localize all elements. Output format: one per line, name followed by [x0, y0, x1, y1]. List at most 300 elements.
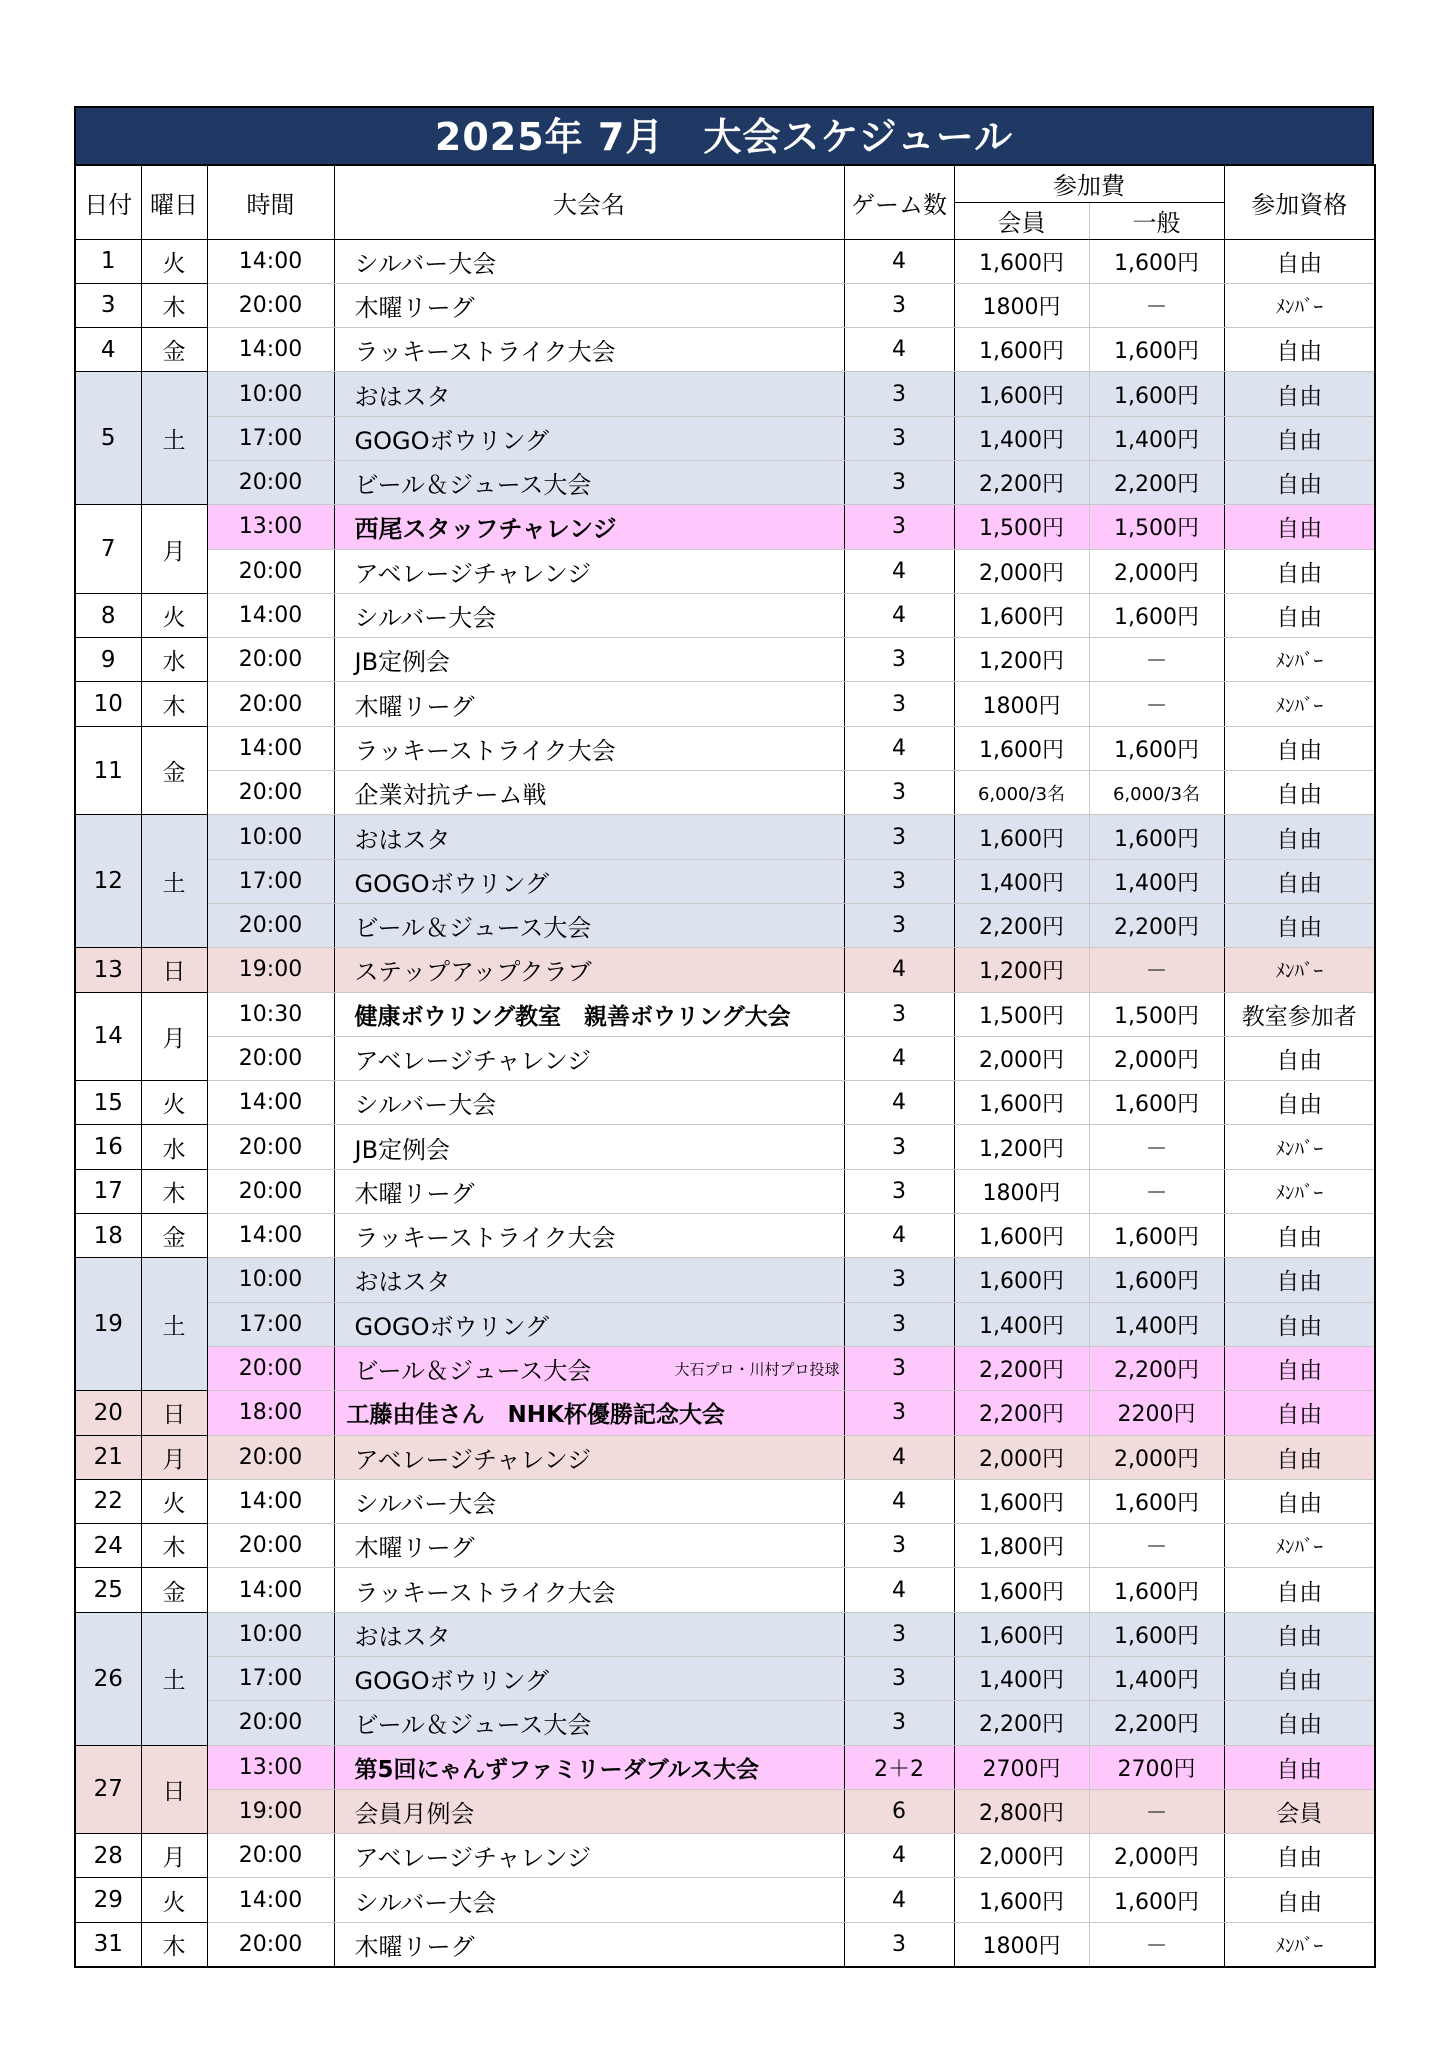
event-name: シルバー大会	[354, 1888, 497, 1917]
event-name: アベレージチャレンジ	[354, 559, 592, 588]
fee-member-cell: 2,200円	[954, 903, 1089, 947]
games-cell: 3	[844, 992, 954, 1036]
event-name-cell	[334, 328, 844, 372]
time-cell: 10:30	[207, 992, 334, 1036]
date-cell: 16	[75, 1125, 141, 1169]
qualification-cell: 会員	[1224, 1789, 1375, 1833]
table-row	[75, 1391, 1375, 1435]
schedule-sheet	[74, 106, 1374, 1968]
fee-general-cell: 2,200円	[1089, 903, 1224, 947]
fee-member-cell: 1,800円	[954, 1524, 1089, 1568]
weekday-cell: 土	[141, 1612, 207, 1745]
event-name-cell	[334, 460, 844, 504]
fee-general-cell: 1,600円	[1089, 1612, 1224, 1656]
table-row	[75, 1612, 1375, 1656]
qualification-cell: 自由	[1224, 1435, 1375, 1479]
event-name: アベレージチャレンジ	[354, 1046, 592, 1075]
fee-member-cell: 2,800円	[954, 1789, 1089, 1833]
weekday-cell: 水	[141, 1125, 207, 1169]
weekday-cell: 土	[141, 1258, 207, 1391]
event-name: GOGOボウリング	[354, 1312, 549, 1341]
fee-member-cell: 1800円	[954, 1922, 1089, 1966]
event-name: 企業対抗チーム戦	[354, 781, 547, 810]
fee-member-cell: 1800円	[954, 1169, 1089, 1213]
fee-general-cell: 2700円	[1089, 1745, 1224, 1789]
weekday-cell: 金	[141, 726, 207, 815]
qualification-cell: 自由	[1224, 903, 1375, 947]
fee-member-cell: 2,200円	[954, 1701, 1089, 1745]
qualification-cell: 自由	[1224, 1878, 1375, 1922]
weekday-cell: 火	[141, 1878, 207, 1922]
fee-general-cell: －	[1089, 1789, 1224, 1833]
qualification-cell: 自由	[1224, 1302, 1375, 1346]
table-row	[75, 1081, 1375, 1125]
time-cell: 14:00	[207, 1081, 334, 1125]
time-cell: 14:00	[207, 1214, 334, 1258]
fee-general-cell: 1,600円	[1089, 726, 1224, 770]
games-cell: 4	[844, 1036, 954, 1080]
weekday-cell: 木	[141, 283, 207, 327]
fee-general-cell: 1,600円	[1089, 328, 1224, 372]
event-name: 木曜リーグ	[354, 1932, 475, 1961]
weekday-cell: 月	[141, 505, 207, 594]
table-row	[75, 1435, 1375, 1479]
weekday-cell: 月	[141, 1834, 207, 1878]
time-cell: 20:00	[207, 1169, 334, 1213]
fee-general-cell: 1,400円	[1089, 1657, 1224, 1701]
fee-member-cell: 1,600円	[954, 1258, 1089, 1302]
qualification-cell: ﾒﾝﾊﾞｰ	[1224, 1524, 1375, 1568]
event-name-cell	[334, 859, 844, 903]
event-name-cell	[334, 1701, 844, 1745]
fee-member-cell: 1,600円	[954, 1568, 1089, 1612]
qualification-cell: 自由	[1224, 460, 1375, 504]
table-row	[75, 372, 1375, 416]
table-row	[75, 1745, 1375, 1789]
games-cell: 3	[844, 1701, 954, 1745]
fee-general-cell: －	[1089, 1125, 1224, 1169]
event-name: おはスタ	[354, 382, 451, 411]
event-name-cell	[334, 1081, 844, 1125]
weekday-cell: 火	[141, 1081, 207, 1125]
date-cell: 22	[75, 1479, 141, 1523]
games-cell: 4	[844, 1834, 954, 1878]
qualification-cell: 自由	[1224, 815, 1375, 859]
time-cell: 10:00	[207, 1612, 334, 1656]
event-name-cell	[334, 948, 844, 992]
time-cell: 14:00	[207, 328, 334, 372]
event-name-cell	[334, 1258, 844, 1302]
event-name: ラッキーストライク大会	[354, 338, 616, 367]
qualification-cell: 自由	[1224, 1081, 1375, 1125]
games-cell: 3	[844, 1258, 954, 1302]
schedule-table	[74, 164, 1376, 1968]
event-name-cell	[334, 1834, 844, 1878]
qualification-cell: 自由	[1224, 1036, 1375, 1080]
games-cell: 4	[844, 1479, 954, 1523]
qualification-cell: ﾒﾝﾊﾞｰ	[1224, 283, 1375, 327]
event-name-cell	[334, 1169, 844, 1213]
time-cell: 14:00	[207, 1479, 334, 1523]
date-cell: 3	[75, 283, 141, 327]
date-cell: 31	[75, 1922, 141, 1966]
qualification-cell: 自由	[1224, 1568, 1375, 1612]
fee-member-cell: 1,600円	[954, 328, 1089, 372]
event-name: ラッキーストライク大会	[354, 1578, 616, 1607]
games-cell: 4	[844, 1081, 954, 1125]
weekday-cell: 火	[141, 1479, 207, 1523]
date-cell: 24	[75, 1524, 141, 1568]
schedule-body	[75, 239, 1375, 1967]
fee-general-cell: －	[1089, 1922, 1224, 1966]
header-fee-member: 会員	[954, 202, 1089, 239]
qualification-cell: 自由	[1224, 1612, 1375, 1656]
games-cell: 4	[844, 948, 954, 992]
games-cell: 4	[844, 593, 954, 637]
event-name: 西尾スタッフチャレンジ	[354, 515, 617, 544]
time-cell: 20:00	[207, 638, 334, 682]
event-name: ビール＆ジュース大会	[354, 471, 592, 500]
fee-member-cell: 1,600円	[954, 1081, 1089, 1125]
fee-general-cell: 1,500円	[1089, 992, 1224, 1036]
table-row	[75, 1258, 1375, 1302]
time-cell: 20:00	[207, 1922, 334, 1966]
event-name: おはスタ	[354, 1268, 451, 1297]
event-name: 木曜リーグ	[354, 293, 475, 322]
event-name-cell	[334, 638, 844, 682]
event-name: ステップアップクラブ	[354, 958, 592, 987]
date-cell: 5	[75, 372, 141, 505]
games-cell: 3	[844, 1169, 954, 1213]
fee-general-cell: －	[1089, 283, 1224, 327]
time-cell: 17:00	[207, 416, 334, 460]
date-cell: 29	[75, 1878, 141, 1922]
time-cell: 20:00	[207, 1435, 334, 1479]
table-row	[75, 1834, 1375, 1878]
qualification-cell: 自由	[1224, 1657, 1375, 1701]
fee-member-cell: 1,600円	[954, 1878, 1089, 1922]
event-name-cell	[334, 1922, 844, 1966]
games-cell: 3	[844, 1922, 954, 1966]
games-cell: 4	[844, 1878, 954, 1922]
games-cell: 3	[844, 416, 954, 460]
fee-general-cell: 6,000/3名	[1089, 771, 1224, 815]
event-name-cell	[334, 1789, 844, 1833]
games-cell: 3	[844, 638, 954, 682]
time-cell: 20:00	[207, 1125, 334, 1169]
header-fee-general: 一般	[1089, 202, 1224, 239]
table-row	[75, 1214, 1375, 1258]
date-cell: 17	[75, 1169, 141, 1213]
weekday-cell: 木	[141, 1524, 207, 1568]
table-row	[75, 1701, 1375, 1745]
table-row	[75, 638, 1375, 682]
games-cell: 3	[844, 1391, 954, 1435]
weekday-cell: 金	[141, 1568, 207, 1612]
games-cell: 3	[844, 1612, 954, 1656]
fee-general-cell: 1,600円	[1089, 1081, 1224, 1125]
table-row	[75, 1789, 1375, 1833]
fee-general-cell: 2,000円	[1089, 1036, 1224, 1080]
time-cell: 20:00	[207, 1346, 334, 1390]
qualification-cell: 自由	[1224, 505, 1375, 549]
event-name: アベレージチャレンジ	[354, 1844, 592, 1873]
weekday-cell: 日	[141, 948, 207, 992]
event-name: ビール＆ジュース大会	[354, 914, 592, 943]
qualification-cell: ﾒﾝﾊﾞｰ	[1224, 1169, 1375, 1213]
games-cell: 2＋2	[844, 1745, 954, 1789]
fee-member-cell: 1,200円	[954, 1125, 1089, 1169]
games-cell: 3	[844, 903, 954, 947]
table-row	[75, 1302, 1375, 1346]
table-row	[75, 1524, 1375, 1568]
qualification-cell: 自由	[1224, 239, 1375, 283]
time-cell: 20:00	[207, 549, 334, 593]
fee-member-cell: 2,000円	[954, 1834, 1089, 1878]
weekday-cell: 金	[141, 1214, 207, 1258]
table-row	[75, 1657, 1375, 1701]
qualification-cell: 自由	[1224, 771, 1375, 815]
qualification-cell: 自由	[1224, 1745, 1375, 1789]
qualification-cell: ﾒﾝﾊﾞｰ	[1224, 1922, 1375, 1966]
date-cell: 4	[75, 328, 141, 372]
event-name-cell	[334, 682, 844, 726]
event-name-cell	[334, 903, 844, 947]
table-row	[75, 549, 1375, 593]
time-cell: 20:00	[207, 1701, 334, 1745]
time-cell: 19:00	[207, 948, 334, 992]
fee-general-cell: 2,200円	[1089, 1701, 1224, 1745]
games-cell: 3	[844, 460, 954, 504]
table-row	[75, 1346, 1375, 1390]
qualification-cell: 自由	[1224, 372, 1375, 416]
date-cell: 18	[75, 1214, 141, 1258]
time-cell: 14:00	[207, 1878, 334, 1922]
games-cell: 3	[844, 283, 954, 327]
table-row	[75, 726, 1375, 770]
fee-member-cell: 2700円	[954, 1745, 1089, 1789]
date-cell: 19	[75, 1258, 141, 1391]
weekday-cell: 土	[141, 372, 207, 505]
games-cell: 4	[844, 726, 954, 770]
table-row	[75, 416, 1375, 460]
table-row	[75, 1479, 1375, 1523]
event-name-cell	[334, 239, 844, 283]
fee-member-cell: 2,200円	[954, 460, 1089, 504]
date-cell: 9	[75, 638, 141, 682]
table-row	[75, 859, 1375, 903]
event-name: JB定例会	[354, 648, 451, 677]
fee-general-cell: －	[1089, 638, 1224, 682]
fee-member-cell: 1,400円	[954, 1302, 1089, 1346]
fee-member-cell: 1,600円	[954, 593, 1089, 637]
time-cell: 20:00	[207, 682, 334, 726]
fee-general-cell: 1,400円	[1089, 1302, 1224, 1346]
weekday-cell: 日	[141, 1745, 207, 1834]
fee-member-cell: 1,400円	[954, 859, 1089, 903]
weekday-cell: 木	[141, 1922, 207, 1966]
fee-general-cell: 1,600円	[1089, 815, 1224, 859]
time-cell: 20:00	[207, 460, 334, 504]
event-name: ビール＆ジュース大会	[354, 1711, 592, 1740]
time-cell: 20:00	[207, 1834, 334, 1878]
fee-general-cell: 1,400円	[1089, 859, 1224, 903]
table-row	[75, 283, 1375, 327]
qualification-cell: 自由	[1224, 1834, 1375, 1878]
fee-general-cell: 1,600円	[1089, 1878, 1224, 1922]
table-row	[75, 903, 1375, 947]
event-name: シルバー大会	[354, 1489, 497, 1518]
time-cell: 13:00	[207, 505, 334, 549]
weekday-cell: 日	[141, 1391, 207, 1435]
games-cell: 3	[844, 1524, 954, 1568]
table-row	[75, 460, 1375, 504]
date-cell: 28	[75, 1834, 141, 1878]
games-cell: 4	[844, 549, 954, 593]
weekday-cell: 金	[141, 328, 207, 372]
fee-general-cell: 1,600円	[1089, 1258, 1224, 1302]
games-cell: 3	[844, 505, 954, 549]
qualification-cell: ﾒﾝﾊﾞｰ	[1224, 638, 1375, 682]
qualification-cell: 自由	[1224, 416, 1375, 460]
header-time: 時間	[207, 165, 334, 239]
event-name-cell	[334, 1479, 844, 1523]
fee-member-cell: 2,200円	[954, 1391, 1089, 1435]
table-row	[75, 1922, 1375, 1966]
fee-member-cell: 1,600円	[954, 372, 1089, 416]
time-cell: 14:00	[207, 593, 334, 637]
event-name-cell	[334, 593, 844, 637]
header-games: ゲーム数	[844, 165, 954, 239]
time-cell: 20:00	[207, 1524, 334, 1568]
weekday-cell: 木	[141, 1169, 207, 1213]
event-name: 工藤由佳さん NHK杯優勝記念大会	[346, 1402, 725, 1429]
qualification-cell: 自由	[1224, 1479, 1375, 1523]
qualification-cell: 自由	[1224, 593, 1375, 637]
fee-general-cell: －	[1089, 948, 1224, 992]
event-name-cell	[334, 1524, 844, 1568]
time-cell: 17:00	[207, 1657, 334, 1701]
table-row	[75, 1036, 1375, 1080]
event-name: 木曜リーグ	[354, 1179, 475, 1208]
date-cell: 8	[75, 593, 141, 637]
qualification-cell: ﾒﾝﾊﾞｰ	[1224, 682, 1375, 726]
time-cell: 14:00	[207, 1568, 334, 1612]
games-cell: 3	[844, 771, 954, 815]
fee-member-cell: 1,600円	[954, 239, 1089, 283]
games-cell: 3	[844, 1302, 954, 1346]
weekday-cell: 月	[141, 1435, 207, 1479]
fee-general-cell: －	[1089, 1169, 1224, 1213]
date-cell: 7	[75, 505, 141, 594]
event-name: ラッキーストライク大会	[354, 736, 616, 765]
event-name: GOGOボウリング	[354, 1667, 549, 1696]
event-name-cell	[334, 283, 844, 327]
event-name: アベレージチャレンジ	[354, 1445, 592, 1474]
time-cell: 18:00	[207, 1391, 334, 1435]
event-name-cell	[334, 372, 844, 416]
table-row	[75, 239, 1375, 283]
page-title: 2025年 7月 大会スケジュール	[74, 106, 1374, 164]
date-cell: 25	[75, 1568, 141, 1612]
fee-general-cell: 2200円	[1089, 1391, 1224, 1435]
games-cell: 4	[844, 239, 954, 283]
event-name: 会員月例会	[354, 1800, 475, 1829]
fee-member-cell: 6,000/3名	[954, 771, 1089, 815]
qualification-cell: 自由	[1224, 1701, 1375, 1745]
event-name: 木曜リーグ	[354, 1534, 475, 1563]
event-name-cell	[334, 1302, 844, 1346]
event-name-cell	[334, 416, 844, 460]
event-name: GOGOボウリング	[354, 869, 549, 898]
qualification-cell: 自由	[1224, 1258, 1375, 1302]
table-row	[75, 1568, 1375, 1612]
games-cell: 3	[844, 815, 954, 859]
fee-general-cell: 2,200円	[1089, 1346, 1224, 1390]
date-cell: 13	[75, 948, 141, 992]
qualification-cell: 自由	[1224, 1346, 1375, 1390]
fee-general-cell: 1,400円	[1089, 416, 1224, 460]
time-cell: 17:00	[207, 1302, 334, 1346]
event-name: 木曜リーグ	[354, 692, 475, 721]
fee-general-cell: 1,600円	[1089, 1568, 1224, 1612]
time-cell: 19:00	[207, 1789, 334, 1833]
event-name-cell	[334, 1568, 844, 1612]
table-row	[75, 992, 1375, 1036]
event-name: シルバー大会	[354, 249, 497, 278]
event-name: GOGOボウリング	[354, 426, 549, 455]
event-name-cell	[334, 505, 844, 549]
table-row	[75, 328, 1375, 372]
fee-member-cell: 2,000円	[954, 549, 1089, 593]
games-cell: 3	[844, 1657, 954, 1701]
games-cell: 4	[844, 1214, 954, 1258]
fee-general-cell: 2,000円	[1089, 1435, 1224, 1479]
table-row	[75, 593, 1375, 637]
event-name: シルバー大会	[354, 1091, 497, 1120]
fee-member-cell: 1,600円	[954, 726, 1089, 770]
qualification-cell: 自由	[1224, 549, 1375, 593]
header-date: 日付	[75, 165, 141, 239]
event-name: 健康ボウリング教室 親善ボウリング大会	[354, 1003, 791, 1030]
fee-member-cell: 1,500円	[954, 992, 1089, 1036]
event-name: ビール＆ジュース大会	[354, 1357, 592, 1386]
event-name: おはスタ	[354, 1622, 451, 1651]
time-cell: 10:00	[207, 1258, 334, 1302]
games-cell: 6	[844, 1789, 954, 1833]
event-name-cell	[334, 726, 844, 770]
fee-member-cell: 1,200円	[954, 638, 1089, 682]
fee-member-cell: 1,400円	[954, 1657, 1089, 1701]
event-name-cell	[334, 1612, 844, 1656]
fee-member-cell: 1800円	[954, 682, 1089, 726]
header-event: 大会名	[334, 165, 844, 239]
event-name-cell	[334, 1214, 844, 1258]
header-weekday: 曜日	[141, 165, 207, 239]
event-name: おはスタ	[354, 825, 451, 854]
table-row	[75, 1125, 1375, 1169]
event-name-cell	[334, 1346, 844, 1390]
event-name: ラッキーストライク大会	[354, 1224, 616, 1253]
date-cell: 15	[75, 1081, 141, 1125]
fee-member-cell: 1800円	[954, 283, 1089, 327]
fee-member-cell: 2,200円	[954, 1346, 1089, 1390]
games-cell: 4	[844, 328, 954, 372]
fee-member-cell: 1,600円	[954, 1214, 1089, 1258]
fee-general-cell: 1,600円	[1089, 239, 1224, 283]
time-cell: 20:00	[207, 283, 334, 327]
time-cell: 17:00	[207, 859, 334, 903]
